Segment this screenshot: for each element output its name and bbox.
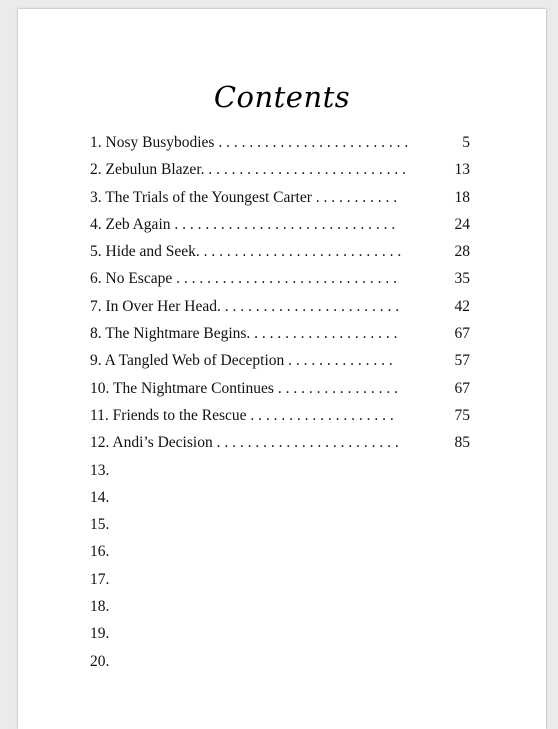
toc-entry: [90, 514, 470, 541]
toc-entry-label: 8. The Nightmare Begins. . . . . . . . . . . . . . . . . . . .: [90, 325, 398, 343]
toc-entry: [90, 378, 470, 405]
toc-entry: [90, 623, 470, 650]
toc-entry: [90, 296, 470, 323]
toc-entry-label: 6. No Escape . . . . . . . . . . . . . . . . . . . . . . . . . . . . .: [90, 270, 397, 288]
toc-entry: [90, 487, 470, 514]
toc-entry: [90, 323, 470, 350]
toc-entry-label: 20.: [90, 652, 110, 670]
toc-entry-page-number: 67: [454, 379, 470, 397]
toc-entry-page-number: 18: [454, 188, 470, 206]
toc-entry: [90, 159, 470, 186]
toc-entry: [90, 432, 470, 459]
table-of-contents: [90, 132, 470, 678]
toc-entry-label: 5. Hide and Seek. . . . . . . . . . . . . . . . . . . . . . . . . . .: [90, 243, 402, 261]
toc-entry-label: 11. Friends to the Rescue . . . . . . . . . . . . . . . . . . .: [90, 406, 394, 424]
toc-entry-page-number: 67: [454, 325, 470, 343]
toc-entry-label: 2. Zebulun Blazer. . . . . . . . . . . . . . . . . . . . . . . . . . .: [90, 161, 406, 179]
toc-entry-label: 17.: [90, 570, 110, 588]
toc-entry: [90, 460, 470, 487]
toc-entry-label: 15.: [90, 516, 110, 534]
toc-entry-page-number: 85: [454, 434, 470, 452]
toc-entry-page-number: 57: [454, 352, 470, 370]
toc-entry-label: 1. Nosy Busybodies . . . . . . . . . . . . . . . . . . . . . . . . .: [90, 134, 409, 151]
toc-entry-label: 12. Andi’s Decision . . . . . . . . . . . . . . . . . . . . . . . .: [90, 434, 399, 452]
toc-entry: [90, 405, 470, 432]
toc-entry-label: 18.: [90, 598, 110, 616]
toc-entry-label: 16.: [90, 543, 110, 561]
toc-entry: [90, 651, 470, 678]
toc-entry-label: 7. In Over Her Head. . . . . . . . . . . . . . . . . . . . . . . .: [90, 297, 400, 315]
toc-entry: [90, 541, 470, 568]
toc-entry: [90, 187, 470, 214]
toc-entry: [90, 350, 470, 377]
toc-entry-page-number: 35: [454, 270, 470, 288]
toc-entry: [90, 214, 470, 241]
toc-entry: [90, 241, 470, 268]
toc-entry-page-number: 5: [462, 134, 470, 151]
toc-entry-label: 19.: [90, 625, 110, 643]
toc-entry-label: 4. Zeb Again . . . . . . . . . . . . . . . . . . . . . . . . . . . . .: [90, 215, 396, 233]
toc-entry-page-number: 24: [454, 215, 470, 233]
toc-entry: [90, 268, 470, 295]
toc-entry-page-number: 42: [454, 297, 470, 315]
toc-entry-page-number: 75: [454, 406, 470, 424]
toc-entry-label: 14.: [90, 488, 110, 506]
document-page: [18, 9, 546, 729]
toc-entry-label: 13.: [90, 461, 110, 479]
toc-entry-page-number: 28: [454, 243, 470, 261]
toc-entry-label: 3. The Trials of the Youngest Carter . . . . . . . . . . .: [90, 188, 398, 206]
toc-entry-page-number: 13: [454, 161, 470, 179]
toc-entry-label: 10. The Nightmare Continues . . . . . . . . . . . . . . . .: [90, 379, 398, 397]
toc-entry: [90, 596, 470, 623]
contents-title: Contents: [213, 80, 351, 114]
toc-entry: [90, 569, 470, 596]
toc-entry: [90, 132, 470, 159]
toc-entry-label: 9. A Tangled Web of Deception . . . . . . . . . . . . . .: [90, 352, 393, 370]
